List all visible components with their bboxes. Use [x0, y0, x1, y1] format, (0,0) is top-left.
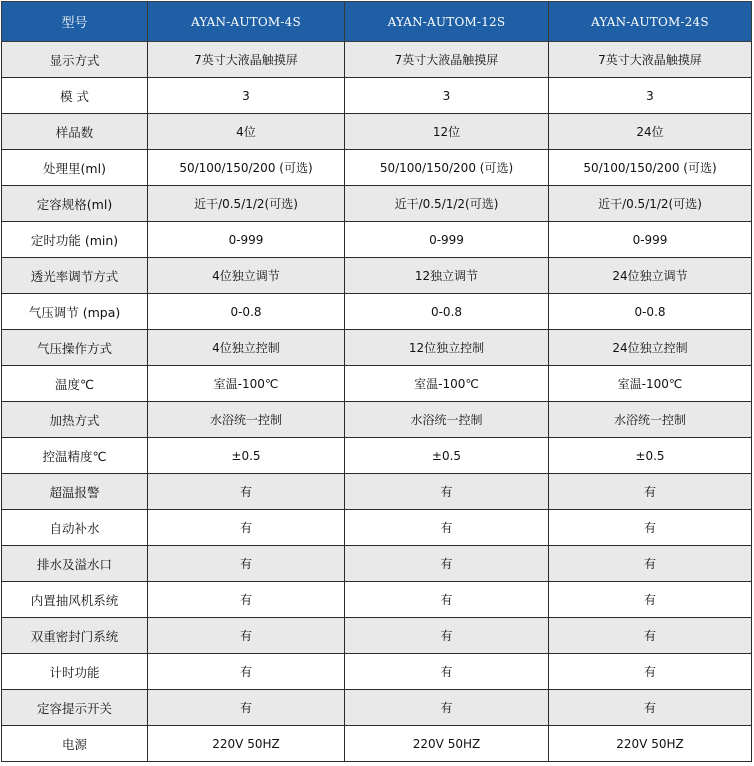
- header-row: [2, 2, 752, 42]
- model-4s-value: 近干/0.5/1/2(可选): [148, 186, 345, 222]
- row-label: 样品数: [2, 114, 148, 150]
- model-24s-value: 24位: [549, 114, 752, 150]
- model-12s-value: 0-0.8: [345, 294, 549, 330]
- header-label-cell: 型号: [2, 2, 148, 42]
- model-4s-value: 室温-100℃: [148, 366, 345, 402]
- model-24s-value: 24位独立控制: [549, 330, 752, 366]
- model-12s-value: 有: [345, 546, 549, 582]
- model-24s-value: 24位独立调节: [549, 258, 752, 294]
- model-24s-value: 50/100/150/200 (可选): [549, 150, 752, 186]
- model-24s-value: 有: [549, 654, 752, 690]
- model-4s-value: ±0.5: [148, 438, 345, 474]
- model-24s-value: 水浴统一控制: [549, 402, 752, 438]
- model-24s-value: 3: [549, 78, 752, 114]
- model-4s-value: 220V 50HZ: [148, 726, 345, 762]
- model-12s-value: 有: [345, 510, 549, 546]
- model-4s-value: 有: [148, 582, 345, 618]
- model-12s-header: AYAN-AUTOM-12S: [345, 2, 549, 42]
- table-row: [2, 42, 752, 78]
- table-row: [2, 366, 752, 402]
- model-12s-value: 水浴统一控制: [345, 402, 549, 438]
- row-label: 计时功能: [2, 654, 148, 690]
- model-24s-value: 有: [549, 582, 752, 618]
- model-4s-value: 0-0.8: [148, 294, 345, 330]
- table-row: [2, 258, 752, 294]
- table-row: [2, 186, 752, 222]
- model-12s-value: 有: [345, 474, 549, 510]
- row-label: 双重密封门系统: [2, 618, 148, 654]
- model-12s-value: 近干/0.5/1/2(可选): [345, 186, 549, 222]
- model-4s-value: 4位: [148, 114, 345, 150]
- row-label: 控温精度℃: [2, 438, 148, 474]
- table-row: [2, 150, 752, 186]
- model-12s-value: 50/100/150/200 (可选): [345, 150, 549, 186]
- table-row: [2, 474, 752, 510]
- row-label: 加热方式: [2, 402, 148, 438]
- row-label: 处理里(ml): [2, 150, 148, 186]
- model-4s-value: 4位独立调节: [148, 258, 345, 294]
- row-label: 定容提示开关: [2, 690, 148, 726]
- row-label: 排水及溢水口: [2, 546, 148, 582]
- table-row: [2, 114, 752, 150]
- model-4s-value: 有: [148, 618, 345, 654]
- model-24s-value: 7英寸大液晶触摸屏: [549, 42, 752, 78]
- table-row: [2, 330, 752, 366]
- table-row: [2, 78, 752, 114]
- row-label: 模 式: [2, 78, 148, 114]
- model-12s-value: 有: [345, 582, 549, 618]
- table-row: [2, 582, 752, 618]
- model-24s-value: 近干/0.5/1/2(可选): [549, 186, 752, 222]
- model-4s-value: 有: [148, 546, 345, 582]
- row-label: 定时功能 (min): [2, 222, 148, 258]
- model-4s-value: 水浴统一控制: [148, 402, 345, 438]
- model-24s-value: 0-999: [549, 222, 752, 258]
- spec-table-header: [2, 2, 752, 42]
- model-12s-value: 12位独立控制: [345, 330, 549, 366]
- table-row: [2, 402, 752, 438]
- row-label: 温度℃: [2, 366, 148, 402]
- row-label: 定容规格(ml): [2, 186, 148, 222]
- model-12s-value: 7英寸大液晶触摸屏: [345, 42, 549, 78]
- row-label: 透光率调节方式: [2, 258, 148, 294]
- model-12s-value: 室温-100℃: [345, 366, 549, 402]
- table-row: [2, 294, 752, 330]
- spec-table: [1, 1, 752, 762]
- row-label: 气压操作方式: [2, 330, 148, 366]
- model-24s-value: 0-0.8: [549, 294, 752, 330]
- model-12s-value: ±0.5: [345, 438, 549, 474]
- table-row: [2, 690, 752, 726]
- table-row: [2, 222, 752, 258]
- model-4s-value: 有: [148, 510, 345, 546]
- model-12s-value: 有: [345, 690, 549, 726]
- table-row: [2, 438, 752, 474]
- model-24s-value: 有: [549, 474, 752, 510]
- model-4s-header: AYAN-AUTOM-4S: [148, 2, 345, 42]
- model-24s-value: 220V 50HZ: [549, 726, 752, 762]
- model-24s-value: 室温-100℃: [549, 366, 752, 402]
- model-4s-value: 3: [148, 78, 345, 114]
- table-row: [2, 618, 752, 654]
- row-label: 显示方式: [2, 42, 148, 78]
- model-12s-value: 有: [345, 618, 549, 654]
- model-12s-value: 3: [345, 78, 549, 114]
- model-12s-value: 0-999: [345, 222, 549, 258]
- model-24s-value: 有: [549, 546, 752, 582]
- model-12s-value: 12位: [345, 114, 549, 150]
- model-4s-value: 50/100/150/200 (可选): [148, 150, 345, 186]
- model-12s-value: 12独立调节: [345, 258, 549, 294]
- model-24s-value: 有: [549, 618, 752, 654]
- model-12s-value: 有: [345, 654, 549, 690]
- spec-table-body: [2, 42, 752, 762]
- model-24s-value: 有: [549, 510, 752, 546]
- model-24s-value: ±0.5: [549, 438, 752, 474]
- model-4s-value: 有: [148, 690, 345, 726]
- model-4s-value: 有: [148, 654, 345, 690]
- model-4s-value: 0-999: [148, 222, 345, 258]
- table-row: [2, 546, 752, 582]
- model-24s-header: AYAN-AUTOM-24S: [549, 2, 752, 42]
- model-4s-value: 7英寸大液晶触摸屏: [148, 42, 345, 78]
- model-24s-value: 有: [549, 690, 752, 726]
- row-label: 内置抽风机系统: [2, 582, 148, 618]
- row-label: 电源: [2, 726, 148, 762]
- table-row: [2, 726, 752, 762]
- row-label: 自动补水: [2, 510, 148, 546]
- table-row: [2, 654, 752, 690]
- model-4s-value: 有: [148, 474, 345, 510]
- row-label: 气压调节 (mpa): [2, 294, 148, 330]
- table-row: [2, 510, 752, 546]
- row-label: 超温报警: [2, 474, 148, 510]
- model-4s-value: 4位独立控制: [148, 330, 345, 366]
- model-12s-value: 220V 50HZ: [345, 726, 549, 762]
